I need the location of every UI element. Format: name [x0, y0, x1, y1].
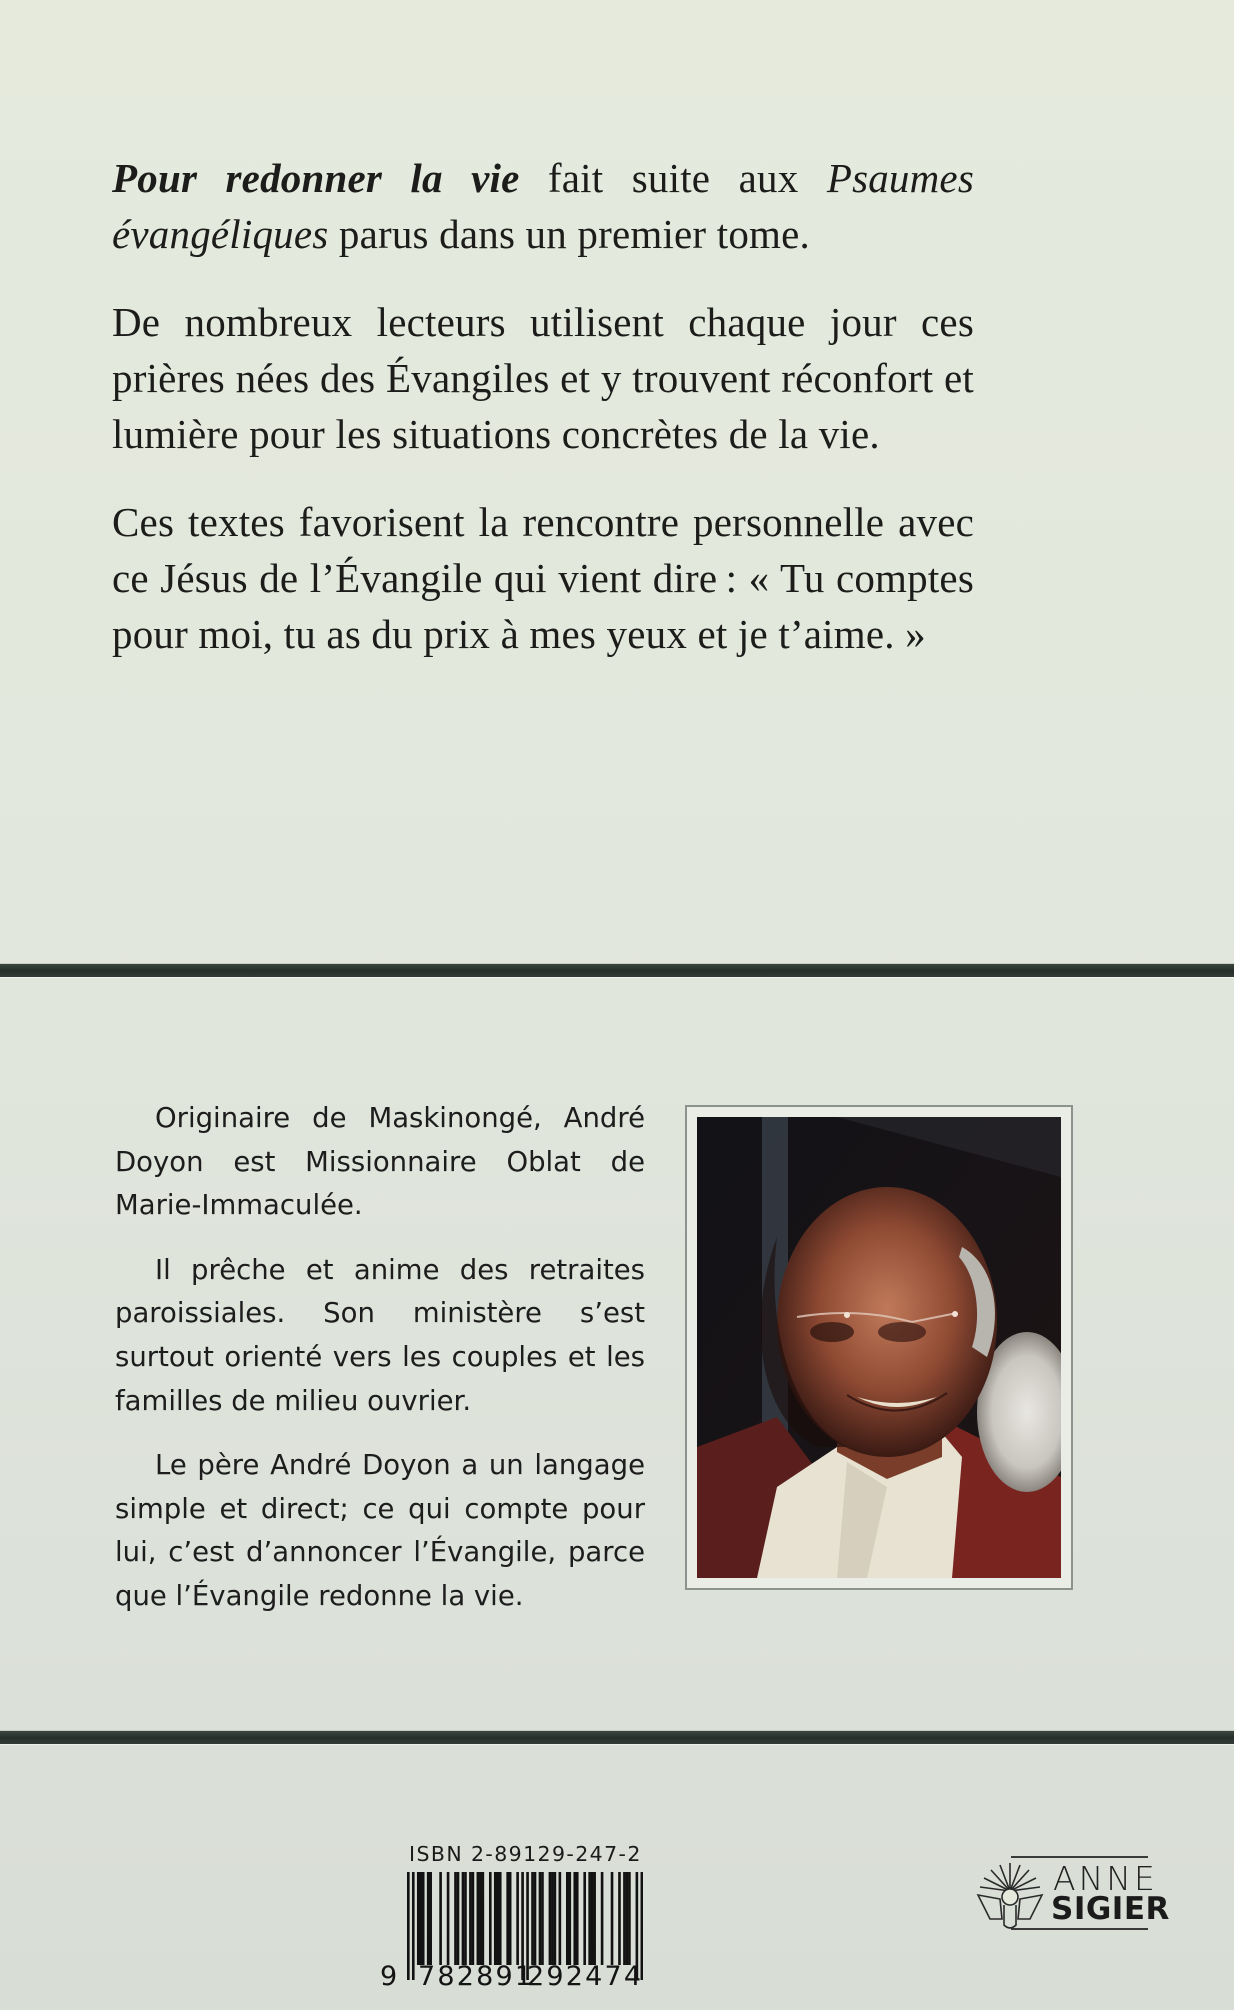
blurb-text: fait suite aux: [519, 155, 827, 201]
blurb-paragraph-3: Ces textes favorisent la rencontre personnelle avec ce Jésus de l’Évangile qui vient dire : « Tu comptes pour moi, tu as du prix à mes yeux et je t’aime. »: [112, 499, 974, 657]
blurb-paragraph-2: De nombreux lecteurs utilisent chaque jour ces prières nées des Évangiles et y trouvent réconfort et lumière pour les situations concrètes de la vie.: [112, 299, 974, 457]
bio-paragraph-1: Originaire de Maskinongé, André Doyon est Missionnaire Oblat de Marie-Immaculée.: [115, 1102, 645, 1222]
barcode-digits-left: 782891: [418, 1961, 535, 1992]
divider-top: [0, 964, 1234, 977]
bio-paragraph-3: Le père André Doyon a un langage simple et direct; ce qui compte pour lui, c’est d’annoncer l’Évangile, parce que l’Évangile redonne la vie.: [115, 1449, 645, 1612]
blurb-text: parus dans un premier tome.: [328, 211, 810, 257]
publisher-name-line1: ANNE: [1053, 1859, 1158, 1898]
publisher-name-line2: SIGIER: [1051, 1891, 1170, 1927]
isbn-label: ISBN 2-89129-247-2: [409, 1842, 642, 1866]
bio-paragraph-2: Il prêche et anime des retraites paroissiales. Son ministère s’est surtout orienté vers les couples et les familles de milieu ouvrier.: [115, 1253, 645, 1417]
divider-bottom: [0, 1731, 1234, 1744]
back-cover-blurb: [112, 150, 974, 694]
book-title: Pour redonner la vie: [112, 155, 520, 201]
author-photo: [697, 1117, 1061, 1578]
barcode-digits-right: 292474: [527, 1961, 644, 1992]
sun-book-icon: [972, 1857, 1052, 1933]
barcode-digit-first: 9: [380, 1961, 400, 1992]
blurb-paragraph-1: [112, 150, 974, 262]
portrait-illustration: [697, 1117, 1061, 1578]
author-bio: [115, 1097, 645, 1640]
previous-book-title: Psaumes évangéliques: [112, 155, 974, 257]
